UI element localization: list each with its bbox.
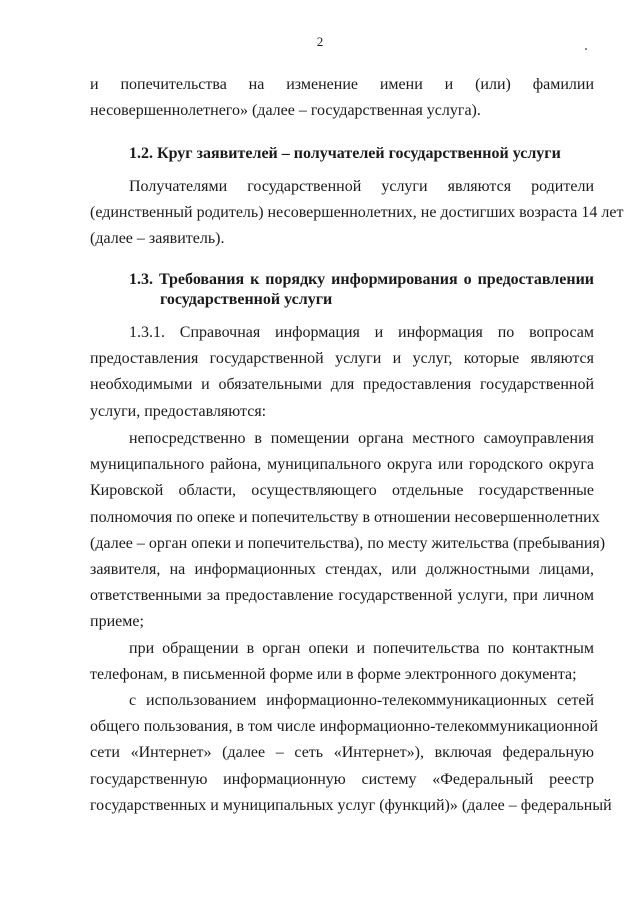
text-line: Получателями государственной услуги являются родители <box>129 178 594 195</box>
text-line: несовершеннолетнего» (далее – государственная услуга). <box>90 102 481 120</box>
text-line: (единственный родитель) несовершеннолетних, не достигших возраста 14 лет <box>90 204 624 222</box>
page-number: 2 <box>316 34 324 49</box>
section-1-3-heading-line1: 1.3. Требования к порядку информирования о предоставлении <box>129 271 594 288</box>
text-line: (далее – заявитель). <box>90 230 225 248</box>
scan-dot-mark <box>585 48 587 50</box>
text-line: сети «Интернет» (далее – сеть «Интернет»), включая федеральную <box>90 744 594 762</box>
text-line: полномочия по опеке и попечительству в отношении несовершеннолетних <box>90 508 600 526</box>
text-line: необходимыми и обязательными для предоставления государственной <box>90 376 594 394</box>
text-line: заявителя, на информационных стендах, или должностными лицами, <box>90 560 594 578</box>
intro-paragraph <box>90 72 594 124</box>
text-line: ответственными за предоставление государственной услуги, при личном <box>90 587 594 605</box>
paragraph-1-3-1 <box>90 320 594 425</box>
section-1-2-paragraph <box>90 174 624 253</box>
text-line: приеме; <box>90 613 144 631</box>
text-line: государственную информационную систему «Федеральный реестр <box>90 770 594 788</box>
text-line: общего пользования, в том числе информационно-телекоммуникационной <box>90 718 599 736</box>
paragraph-in-person <box>90 426 606 636</box>
text-line: предоставления государственной услуги и услуг, которые являются <box>90 350 594 368</box>
text-line: услуги, предоставляются: <box>90 402 267 420</box>
text-line: непосредственно в помещении органа местного самоуправления <box>129 430 594 447</box>
text-line: (далее – орган опеки и попечительства), по месту жительства (пребывания) <box>90 534 606 552</box>
paragraph-by-request <box>90 636 594 688</box>
section-1-2-heading: 1.2. Круг заявителей – получателей государственной услуги <box>129 145 561 162</box>
paragraph-online <box>90 688 612 819</box>
section-1-3-heading-line2: государственной услуги <box>160 291 333 308</box>
text-line: государственных и муниципальных услуг (функций)» (далее – федеральный <box>90 796 612 814</box>
text-line: 1.3.1. Справочная информация и информация по вопросам <box>129 324 594 341</box>
text-line: с использованием информационно-телекоммуникационных сетей <box>129 692 594 709</box>
text-line: телефонам, в письменной форме или в форме электронного документа; <box>90 666 577 684</box>
text-line: и попечительства на изменение имени и (или) фамилии <box>90 76 594 93</box>
text-line: при обращении в орган опеки и попечительства по контактным <box>129 640 594 657</box>
text-line: Кировской области, осуществляющего отдельные государственные <box>90 482 594 500</box>
text-line: муниципального района, муниципального округа или городского округа <box>90 456 594 474</box>
